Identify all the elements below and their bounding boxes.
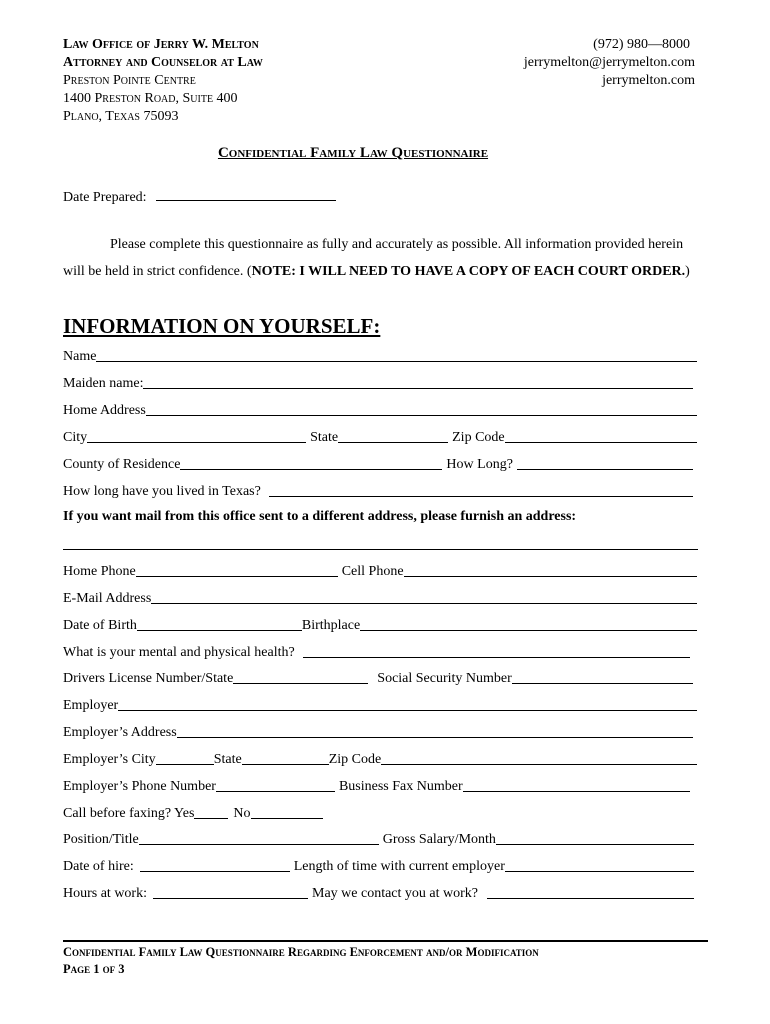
drivers-license-field[interactable] xyxy=(233,670,368,684)
phone-row xyxy=(63,562,697,580)
faxing-no-label: No xyxy=(233,806,251,821)
name-field[interactable] xyxy=(96,348,697,362)
date-of-hire-field[interactable] xyxy=(140,858,290,872)
employer-address-field[interactable] xyxy=(177,724,693,738)
employer-phone-label: Employer’s Phone Number xyxy=(63,779,216,794)
law-office-name: Law Office of Jerry W. Melton xyxy=(63,37,259,52)
footer-divider xyxy=(63,940,708,942)
document-title: Confidential Family Law Questionnaire xyxy=(217,145,489,161)
hours-at-work-label: Hours at work: xyxy=(63,886,147,901)
business-fax-label: Business Fax Number xyxy=(338,779,463,794)
instructions-paragraph xyxy=(63,231,703,285)
email-row xyxy=(63,589,697,607)
gross-salary-label: Gross Salary/Month xyxy=(382,832,496,847)
length-of-time-label: Length of time with current employer xyxy=(293,859,505,874)
health-row xyxy=(63,643,690,661)
how-long-label: How Long? xyxy=(446,457,513,472)
lived-in-texas-label: How long have you lived in Texas? xyxy=(63,484,261,499)
court-order-note: NOTE: I WILL NEED TO HAVE A COPY OF EACH COURT ORDER. xyxy=(251,264,686,279)
faxing-no-field[interactable] xyxy=(251,805,323,819)
alternate-mail-address-field[interactable] xyxy=(63,549,698,550)
length-of-time-field[interactable] xyxy=(505,858,694,872)
city-field[interactable] xyxy=(87,429,306,443)
maiden-name-label: Maiden name: xyxy=(63,376,144,391)
date-prepared-row xyxy=(63,188,336,206)
letterhead-address xyxy=(63,36,263,126)
instructions-text: Please complete this questionnaire as fully and accurately as possible. All information provided herein will be held in strict confidence. ( xyxy=(63,237,684,279)
employer-label: Employer xyxy=(63,698,119,713)
employer-address-row xyxy=(63,723,693,741)
home-address-row xyxy=(63,401,697,419)
employer-address-label: Employer’s Address xyxy=(63,725,177,740)
email-label: E-Mail Address xyxy=(63,591,152,606)
letterhead-contact xyxy=(524,36,695,90)
instructions-close: ) xyxy=(685,264,690,279)
dob-field[interactable] xyxy=(137,617,302,631)
attorney-title: Attorney and Counselor at Law xyxy=(63,55,263,70)
business-fax-field[interactable] xyxy=(463,778,690,792)
employer-phone-field[interactable] xyxy=(216,778,335,792)
license-row xyxy=(63,669,693,687)
cell-phone-label: Cell Phone xyxy=(341,564,404,579)
lived-in-texas-row xyxy=(63,482,693,500)
employer-city-row xyxy=(63,750,697,768)
how-long-field[interactable] xyxy=(517,456,693,470)
home-phone-label: Home Phone xyxy=(63,564,136,579)
employer-state-field[interactable] xyxy=(242,751,329,765)
position-label: Position/Title xyxy=(63,832,139,847)
city-state-zip-row xyxy=(63,428,697,446)
county-label: County of Residence xyxy=(63,457,181,472)
home-address-field[interactable] xyxy=(146,402,697,416)
call-before-faxing-row xyxy=(63,804,323,822)
ssn-field[interactable] xyxy=(512,670,693,684)
date-of-hire-label: Date of hire: xyxy=(63,859,134,874)
county-field[interactable] xyxy=(180,456,442,470)
office-phone: (972) 980—8000 xyxy=(593,37,690,52)
employer-city-label: Employer’s City xyxy=(63,752,156,767)
city-state-zip: Plano, Texas 75093 xyxy=(63,109,179,124)
state-field[interactable] xyxy=(338,429,448,443)
hire-row xyxy=(63,857,694,875)
dob-label: Date of Birth xyxy=(63,618,137,633)
cell-phone-field[interactable] xyxy=(404,563,697,577)
employer-city-field[interactable] xyxy=(156,751,214,765)
employer-zip-field[interactable] xyxy=(381,751,697,765)
health-label: What is your mental and physical health? xyxy=(63,645,295,660)
birthplace-label: Birthplace xyxy=(301,618,361,633)
drivers-license-label: Drivers License Number/State xyxy=(63,671,234,686)
position-field[interactable] xyxy=(139,831,379,845)
maiden-name-field[interactable] xyxy=(143,375,693,389)
employer-state-label: State xyxy=(213,752,242,767)
faxing-yes-field[interactable] xyxy=(194,805,228,819)
name-label: Name xyxy=(63,349,97,364)
date-prepared-label: Date Prepared: xyxy=(63,190,147,205)
city-label: City xyxy=(63,430,88,445)
health-field[interactable] xyxy=(303,644,690,658)
office-email[interactable]: jerrymelton@jerrymelton.com xyxy=(523,55,695,70)
name-row xyxy=(63,347,697,365)
building-name: Preston Pointe Centre xyxy=(63,73,196,88)
zip-code-label: Zip Code xyxy=(452,430,505,445)
street-address: 1400 Preston Road, Suite 400 xyxy=(63,91,238,106)
home-phone-field[interactable] xyxy=(136,563,338,577)
home-address-label: Home Address xyxy=(63,403,146,418)
footer-title: Confidential Family Law Questionnaire Regarding Enforcement and/or Modification xyxy=(63,945,539,959)
lived-in-texas-field[interactable] xyxy=(269,483,693,497)
zip-code-field[interactable] xyxy=(505,429,697,443)
page-number: Page 1 of 3 xyxy=(63,962,125,976)
section-heading: INFORMATION ON YOURSELF: xyxy=(63,314,381,338)
may-contact-label: May we contact you at work? xyxy=(312,886,478,901)
hours-at-work-field[interactable] xyxy=(153,885,308,899)
employer-zip-label: Zip Code xyxy=(328,752,382,767)
employer-row xyxy=(63,696,697,714)
county-row xyxy=(63,455,693,473)
call-before-faxing-label: Call before faxing? Yes xyxy=(63,806,195,821)
ssn-label: Social Security Number xyxy=(377,671,512,686)
birthplace-field[interactable] xyxy=(360,617,697,631)
state-label: State xyxy=(310,430,339,445)
alternate-mail-note: If you want mail from this office sent to a different address, please furnish an address: xyxy=(63,509,577,524)
may-contact-field[interactable] xyxy=(487,885,694,899)
birth-row xyxy=(63,616,697,634)
page-footer xyxy=(63,944,539,978)
hours-row xyxy=(63,884,694,902)
position-row xyxy=(63,830,694,848)
maiden-name-row xyxy=(63,374,693,392)
employer-field[interactable] xyxy=(118,697,697,711)
gross-salary-field[interactable] xyxy=(496,831,694,845)
office-website[interactable]: jerrymelton.com xyxy=(602,73,695,88)
employer-phone-row xyxy=(63,777,690,795)
email-field[interactable] xyxy=(151,590,697,604)
date-prepared-field[interactable] xyxy=(156,188,336,201)
